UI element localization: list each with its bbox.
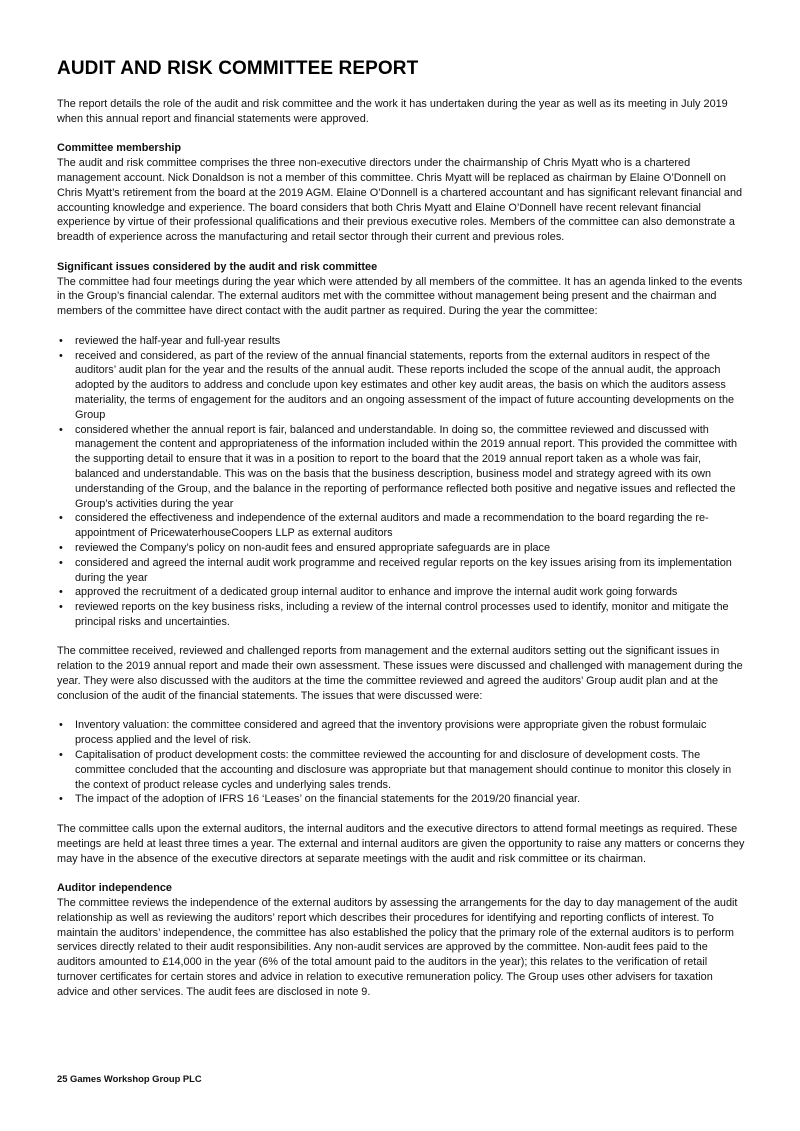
list-item: • Capitalisation of product development costs: the committee reviewed the accounting for and disclosure of development costs. The committee concluded that the accounting and disclosure was appropriate but that management should continue to monitor this closely in the context of product release cycles and underlying sales trends. [59, 749, 732, 791]
issues-heading: Significant issues considered by the audit and risk committee [57, 260, 378, 273]
report-page [57, 58, 747, 1000]
bullet-icon: • [59, 334, 63, 347]
list-item: • reviewed the Company’s policy on non-audit fees and ensured appropriate safeguards are in place [59, 541, 551, 554]
list-item: • considered whether the annual report is fair, balanced and understandable. In doing so, the committee reviewed and discussed with management the content and appropriateness of the information included within the 2019 annual report. This provided the committee with the supporting detail to ensure that it was in a position to report to the board that the 2019 annual report taken as a whole was fair, balanced and understandable. This was on the basis that the business description, business model and strategy agreed with its own understanding of the Group, and the balance in the reporting of performance reflected both positive and negative issues and reflected the Group’s activities during the year [59, 423, 738, 510]
bullet-icon: • [59, 349, 63, 362]
meetings-paragraph: The committee calls upon the external auditors, the internal auditors and the executive directors to attend formal meetings as required. These meetings are held at least three times a year. The external and internal auditors are given the opportunity to raise any matters or concerns they may have in the absence of the executive directors at separate meetings with the audit and risk committee or its chairman. [57, 823, 745, 865]
issues-paragraph-2: The committee received, reviewed and challenged reports from management and the external auditors setting out the significant issues in relation to the 2019 annual report and made their own assessment. These issues were discussed and challenged with management during the year. They were also discussed with the auditors at the time the committee reviewed and agreed the auditors’ Group audit plan and at the conclusion of the audit of the financial statements. The issues that were discussed were: [57, 645, 743, 702]
list-item: • received and considered, as part of the review of the annual financial statements, reports from the external auditors in respect of the auditors’ audit plan for the year and the results of the annual audit. These reports included the scope of the annual audit, the approach adopted by the auditors to address and conclude upon key estimates and other key audit areas, the basis on which the auditors assess materiality, the terms of engagement for the auditors and an ongoing assessment of the impact of future accounting developments on the Group [59, 349, 735, 421]
list-item: • reviewed reports on the key business risks, including a review of the internal control processes used to identify, monitor and mitigate the principal risks and uncertainties. [59, 601, 729, 628]
list-item: • considered the effectiveness and independence of the external auditors and made a recommendation to the board regarding the re-appointment of PricewaterhouseCoopers LLP as external auditors [59, 512, 709, 540]
independence-heading: Auditor independence [57, 882, 172, 895]
page-title: AUDIT AND RISK COMMITTEE REPORT [57, 58, 419, 79]
independence-paragraph: The committee reviews the independence of the external auditors by assessing the arrangements for the day to day management of the audit relationship as well as reviewing the auditors’ report which describes their procedures for identifying and reporting conflicts of interest. To maintain the auditors’ independence, the committee has also established the policy that the primary role of the external auditors is to perform services directly related to their audit responsibilities. Any non-audit services are approved by the committee. Non-audit fees paid to the auditors amounted to £14,000 in the year (6% of the total amount paid to the auditors in the year); this relates to the verification of retail turnover certificates for certain stores and advice in relation to executive remuneration policy. The Group uses other advisers for taxation advice and other services. The audit fees are disclosed in note 9. [57, 897, 738, 998]
page-footer: 25 Games Workshop Group PLC [57, 1073, 202, 1084]
bullet-icon: • [59, 556, 63, 569]
list-item: • reviewed the half-year and full-year results [59, 334, 281, 347]
bullet-icon: • [59, 423, 63, 436]
list-item: • considered and agreed the internal audit work programme and received regular reports on the key issues arising from its implementation during the year [59, 556, 732, 584]
bullet-icon: • [59, 541, 63, 554]
membership-paragraph: The audit and risk committee comprises the three non-executive directors under the chairmanship of Chris Myatt who is a chartered management account. Nick Donaldson is not a member of this committee. Chris Myatt will be replaced as chairman by Elaine O’Donnell on Chris Myatt’s retirement from the board at the 2019 AGM. Elaine O’Donnell is a chartered accountant and has significant relevant financial and accounting knowledge and experience. The board considers that both Chris Myatt and Elaine O’Donnell have recent relevant financial experience by virtue of their professional qualifications and their previous executive roles. Members of the committee can also demonstrate a breadth of experience across the manufacturing and retail sector through their current and previous roles. [57, 157, 743, 244]
issues-list [57, 718, 747, 807]
bullet-icon: • [59, 601, 63, 614]
bullet-icon: • [59, 793, 63, 806]
list-item: • approved the recruitment of a dedicated group internal auditor to enhance and improve the internal audit work going forwards [59, 586, 678, 599]
membership-heading: Committee membership [57, 142, 182, 155]
list-item: • Inventory valuation: the committee considered and agreed that the inventory provisions were appropriate given the robust formulaic process applied and the level of risk. [59, 719, 707, 747]
bullet-icon: • [59, 586, 63, 599]
activities-list [57, 334, 747, 630]
list-item: • The impact of the adoption of IFRS 16 ‘Leases’ on the financial statements for the 2019/20 financial year. [59, 793, 581, 806]
bullet-icon: • [59, 749, 63, 762]
intro-paragraph: The report details the role of the audit and risk committee and the work it has undertaken during the year as well as its meeting in July 2019 when this annual report and financial statements were approved. [57, 98, 728, 125]
bullet-icon: • [59, 512, 63, 525]
bullet-icon: • [59, 719, 63, 732]
issues-paragraph: The committee had four meetings during the year which were attended by all members of the committee. It has an agenda linked to the events in the Group’s financial calendar. The external auditors met with the committee without management being present and the chairman and members of the committee have direct contact with the audit partner as required. During the year the committee: [57, 275, 743, 318]
